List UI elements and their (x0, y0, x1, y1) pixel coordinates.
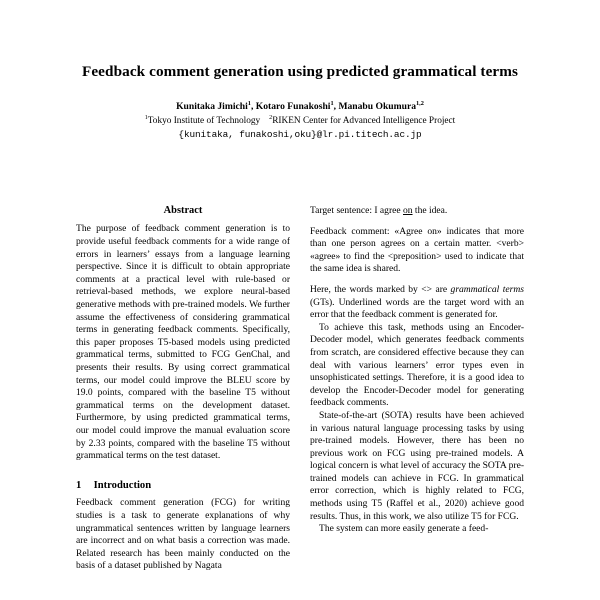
paragraph-encoder-decoder: To achieve this task, methods using an Encoder-Decoder model, which generates feedback comments from scratch, are considered effective because they can deal with various learners’ error types even in unsophisticated settings. Therefore, it is a good idea to develop the Encoder-Decoder model for generating feedback comments. (310, 321, 524, 409)
body-columns (76, 205, 524, 600)
target-sentence-post: the idea. (412, 205, 448, 216)
affiliation-entry (269, 116, 455, 126)
author-list (76, 101, 524, 114)
author-separator: , (250, 101, 256, 112)
paragraph-sota: State-of-the-art (SOTA) results have been achieved in various natural language processing tasks by using pre-trained models. However, there has been no previous work on FCG using pre-trained models. A logical concern is what level of accuracy the SOTA pre-trained models can achieve in FCG. In grammatical error correction, which is highly related to FCG, methods using T5 (Raffel et al., 2020) achieve good results. Thus, in this work, we also utilize T5 for FCG. (310, 409, 524, 522)
abstract-text: The purpose of feedback comment generation is to provide useful feedback comments for a wide range of errors in learners’ essays from a language learning perspective. Since it is difficult to obtain appropriate comments at a practical level with rule-based or retrieval-based methods, we explore neural-based generative methods with pre-trained models. We further assume the effectiveness of considering grammatical terms in generating feedback comments. Specifically, this paper proposes T5-based models using predicted grammatical terms, submitted to FCG GenChal, and presents their results. By using correct grammatical terms, our model could improve the BLEU score by 19.0 points, compared with the baseline T5 without grammatical terms on the development dataset. Furthermore, by using predicted grammatical terms, our model could improve the manual evaluation score by 2.33 points, compared with the baseline T5 without grammatical terms on the test dataset. (76, 223, 290, 462)
gt-text-pre: Here, the words marked by <> are (310, 283, 451, 295)
section-gap (76, 463, 290, 480)
target-sentence-label: Target sentence: (310, 205, 372, 216)
paragraph-gap (310, 276, 524, 284)
author-entry (176, 101, 251, 112)
contact-email: {kunitaka, funakoshi,oku}@lr.pi.titech.ac.jp (178, 129, 422, 141)
introduction-text: Feedback comment generation (FCG) for writing studies is a task to generate explanations of why ungrammatical sentences written by language learners are incorrect and on what basis a correction was made. Related research has been mainly conducted on the basis of a dataset published by Nagata (76, 497, 290, 572)
section-number: 1 (76, 479, 82, 491)
author-separator: , (333, 101, 339, 112)
example-block (310, 205, 524, 276)
author-affiliation-marker: 1 (330, 99, 334, 107)
paragraph-system: The system can more easily generate a feed- (319, 523, 489, 535)
affiliation-name: Tokyo Institute of Technology (147, 115, 261, 126)
feedback-comment-text: «Agree on» indicates that more than one person agrees on a certain matter. <verb> «agree» to find the <preposition> used to indicate that the same idea is shared. (310, 225, 524, 275)
introduction-heading (76, 480, 290, 493)
page-title: Feedback comment generation using predicted grammatical terms (81, 63, 519, 80)
abstract-heading: Abstract (163, 205, 203, 216)
author-entry (338, 101, 424, 112)
section-title: Introduction (93, 479, 152, 491)
author-name: Kunitaka Jimichi (176, 101, 248, 112)
target-word-underlined: on (403, 205, 413, 216)
example-feedback-comment (310, 226, 524, 276)
affiliation-name: RIKEN Center for Advanced Intelligence Project (272, 115, 456, 126)
left-column (76, 205, 290, 600)
target-sentence-pre: I agree (371, 205, 403, 216)
gt-text-post: (GTs). Underlined words are the target word with an error that the feedback comment is generated for. (310, 296, 524, 321)
right-column (310, 205, 524, 600)
affiliation-marker: 1 (144, 114, 148, 121)
gt-term-italic: grammatical terms (450, 283, 524, 295)
author-affiliation-marker: 1,2 (416, 99, 424, 107)
affiliation-list (76, 115, 524, 128)
author-name: Kotaro Funakoshi (255, 101, 331, 112)
paragraph-grammatical-terms (310, 284, 524, 322)
title-block (76, 0, 524, 142)
affiliation-marker: 2 (269, 114, 273, 121)
example-target-sentence (310, 205, 524, 218)
example-spacer (310, 218, 524, 226)
author-affiliation-marker: 1 (247, 99, 251, 107)
author-entry (256, 101, 334, 112)
author-name: Manabu Okumura (338, 101, 417, 112)
affiliation-entry (145, 116, 260, 126)
feedback-comment-label: Feedback comment: (310, 225, 390, 237)
